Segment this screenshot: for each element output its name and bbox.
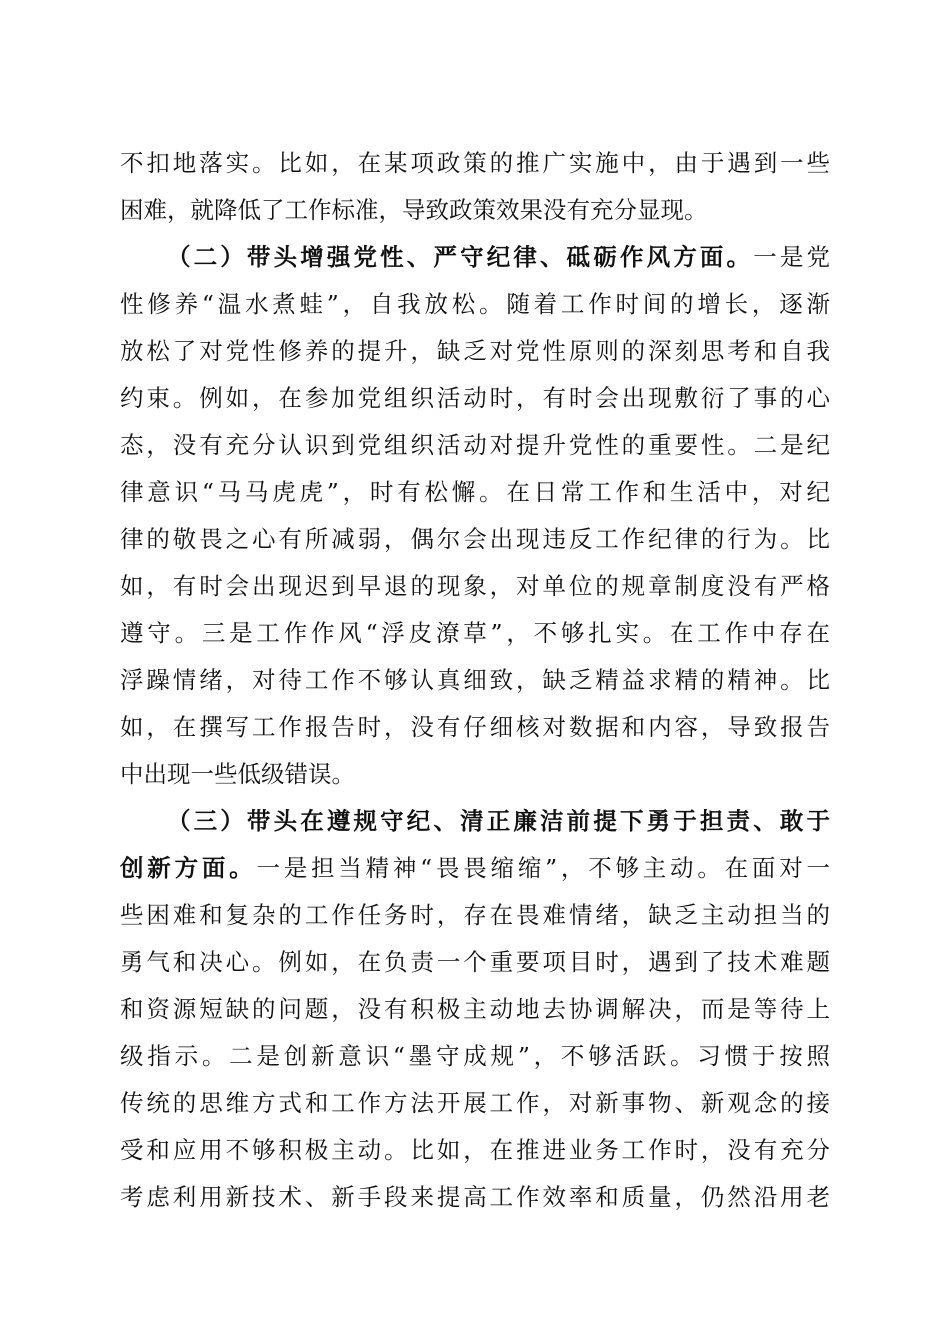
text-line: 些困难和复杂的工作任务时，存在畏难情绪，缺乏主动担当的 <box>120 901 830 929</box>
text-run: 一是党 <box>753 243 831 271</box>
text-line: 困难，就降低了工作标准，导致政策效果没有充分显现。 <box>120 196 708 224</box>
text-line: 考虑利用新技术、新手段来提高工作效率和质量，仍然沿用老 <box>120 1183 830 1211</box>
text-line: 如，有时会出现迟到早退的现象，对单位的规章制度没有严格 <box>120 572 830 600</box>
text-line: 勇气和决心。例如，在负责一个重要项目时，遇到了技术难题 <box>120 948 830 976</box>
text-line: 和资源短缺的问题，没有积极主动地去协调解决，而是等待上 <box>120 995 830 1023</box>
text-line: 律的敬畏之心有所减弱，偶尔会出现违反工作纪律的行为。比 <box>120 525 830 553</box>
text-line: 遵守。三是工作作风“浮皮潦草”，不够扎实。在工作中存在 <box>120 619 830 647</box>
section-heading-3: （三）带头在遵规守纪、清正廉洁前提下勇于担责、敢于 <box>167 807 830 835</box>
paragraph-3-second-line <box>120 845 830 892</box>
text-line: 级指示。二是创新意识“墨守成规”，不够活跃。习惯于按照 <box>120 1042 830 1070</box>
text-line: 不扣地落实。比如，在某项政策的推广实施中，由于遇到一些 <box>120 149 830 177</box>
text-run: 一是担当精神“畏畏缩缩”，不够主动。在面对一 <box>256 854 830 882</box>
paragraph-2-first-line <box>120 234 830 281</box>
text-line: 放松了对党性修养的提升，缺乏对党性原则的深刻思考和自我 <box>120 337 830 365</box>
document-page <box>120 140 830 1221</box>
text-line: 律意识“马马虎虎”，时有松懈。在日常工作和生活中，对纪 <box>120 478 830 506</box>
text-line: 浮躁情绪，对待工作不够认真细致，缺乏精益求精的精神。比 <box>120 666 830 694</box>
text-line: 受和应用不够积极主动。比如，在推进业务工作时，没有充分 <box>120 1136 830 1164</box>
text-line: 如，在撰写工作报告时，没有仔细核对数据和内容，导致报告 <box>120 713 830 741</box>
text-line: 性修养“温水煮蛙”，自我放松。随着工作时间的增长，逐渐 <box>120 290 830 318</box>
text-line: 约束。例如，在参加党组织活动时，有时会出现敷衍了事的心 <box>120 384 830 412</box>
text-line: 中出现一些低级错误。 <box>120 760 355 788</box>
section-heading-3-end: 创新方面。 <box>120 854 257 882</box>
section-heading-2: （二）带头增强党性、严守纪律、砥砺作风方面。 <box>167 243 754 271</box>
text-line: 态，没有充分认识到党组织活动对提升党性的重要性。二是纪 <box>120 431 830 459</box>
text-line: 传统的思维方式和工作方法开展工作，对新事物、新观念的接 <box>120 1089 830 1117</box>
